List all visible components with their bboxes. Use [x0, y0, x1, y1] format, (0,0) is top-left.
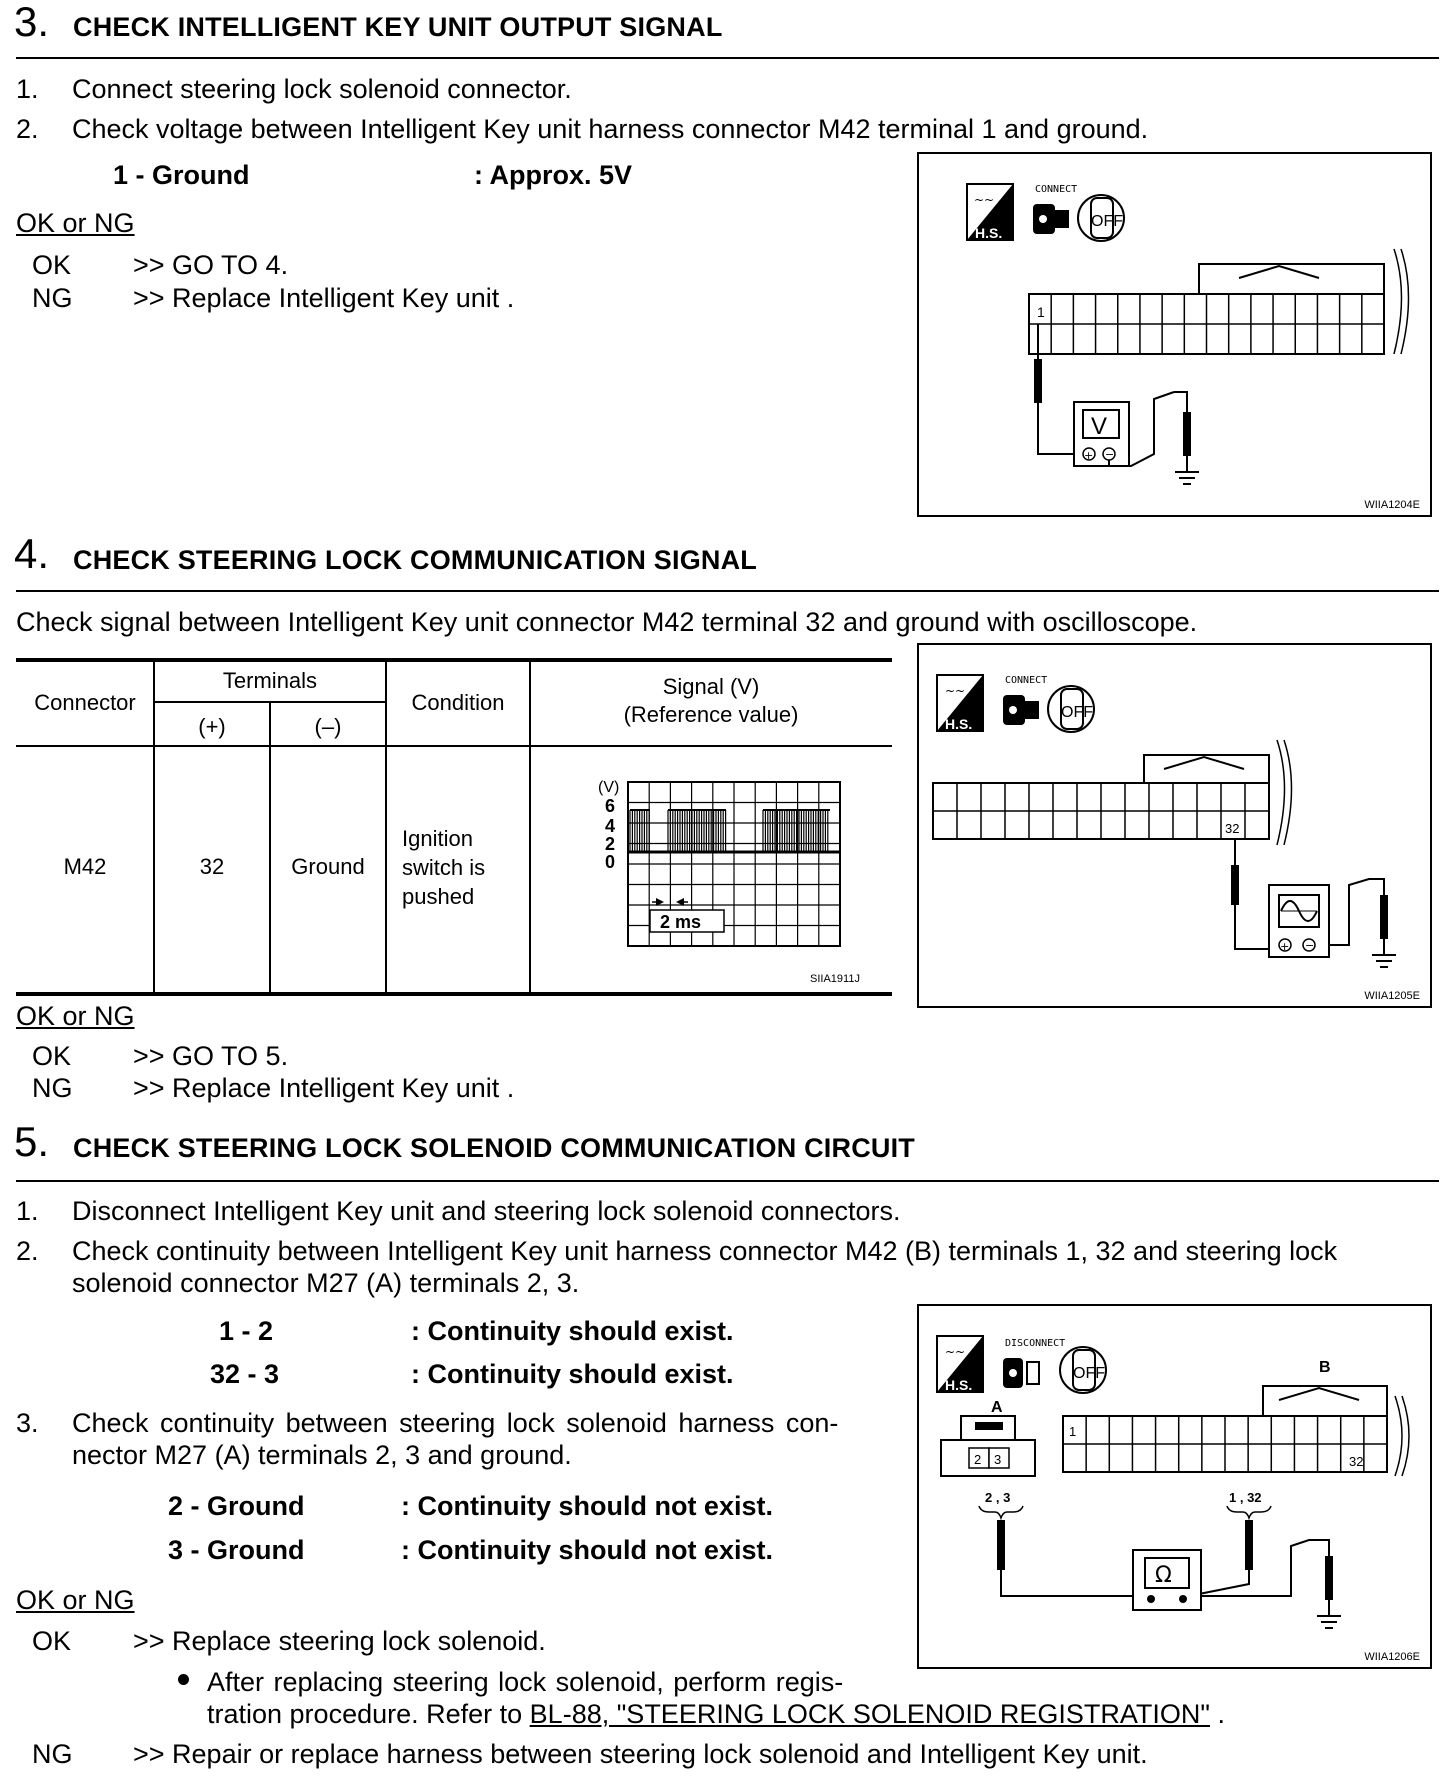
- signal-table: [16, 658, 892, 998]
- meter-label: V: [1091, 413, 1108, 440]
- td-minus: Ground: [291, 854, 365, 879]
- section5-rule: [16, 1180, 1439, 1182]
- figure-wiia1204e: [917, 152, 1432, 517]
- probe-positive: [1034, 359, 1042, 403]
- hs-label: H.S.: [945, 716, 973, 732]
- svg-text:~~: ~~: [945, 684, 966, 698]
- terminal-32-label: 32: [1225, 821, 1240, 836]
- s3-step1-num: 1.: [16, 74, 39, 104]
- s3-spec-left: 1 - Ground: [113, 160, 250, 190]
- hs-icon: [937, 1336, 983, 1393]
- s5-spec3-1-right: : Continuity should not exist.: [401, 1491, 773, 1521]
- off-label: OFF: [1073, 1365, 1105, 1382]
- section4-rule: [16, 590, 1439, 592]
- s3-spec-right: : Approx. 5V: [474, 160, 633, 190]
- s5-spec2-2-left: 32 - 3: [210, 1359, 280, 1389]
- connect-icon: [1003, 675, 1047, 725]
- terminal-1-label: 1: [1037, 304, 1045, 320]
- terminal-b32: 32: [1349, 1454, 1364, 1469]
- ignition-off-icon: [1078, 195, 1124, 241]
- bullet-icon: [178, 1674, 189, 1685]
- figure-code: WIIA1206E: [1364, 1651, 1420, 1663]
- s5-bullet-pre: tration procedure. Refer to: [207, 1699, 530, 1729]
- td-connector: M42: [63, 854, 107, 879]
- section5-title: CHECK STEERING LOCK SOLENOID COMMUNICATION CIRCUIT: [73, 1133, 915, 1163]
- s5-bullet-line2: [207, 1699, 1225, 1730]
- section3-rule: [16, 57, 1439, 59]
- s3-ok-label: OK: [32, 250, 72, 280]
- s5-step1-text: Disconnect Intelligent Key unit and steering lock solenoid connectors.: [72, 1196, 901, 1226]
- hs-label: H.S.: [975, 225, 1003, 241]
- probe-negative: [1183, 412, 1191, 456]
- s5-spec3-2-right: : Continuity should not exist.: [401, 1535, 773, 1565]
- th-minus: (–): [314, 714, 342, 739]
- oscilloscope-check-diagram: [919, 645, 1430, 1006]
- probe-a-label: 2 , 3: [985, 1490, 1011, 1505]
- s5-step2-line2: solenoid connector M27 (A) terminals 2, 3.: [72, 1268, 580, 1298]
- s5-step2-line1: Check continuity between Intelligent Key unit harness connector M42 (B) terminals 1, 32 and steering lock: [72, 1236, 1338, 1266]
- ignition-off-icon: [1048, 686, 1094, 732]
- connect-icon: [1033, 184, 1077, 234]
- scope-time-label: 2 ms: [660, 912, 702, 932]
- s5-spec2-1-left: 1 - 2: [219, 1316, 274, 1346]
- figure-code: WIIA1205E: [1364, 990, 1420, 1002]
- s5-ok-label: OK: [32, 1626, 72, 1656]
- s5-step2-num: 2.: [16, 1236, 39, 1266]
- ground-icon: [1317, 1616, 1341, 1628]
- s5-spec3-2-left: 3 - Ground: [168, 1535, 305, 1565]
- s5-step3-num: 3.: [16, 1408, 39, 1438]
- svg-text:+: +: [1280, 940, 1290, 953]
- th-connector: Connector: [34, 690, 136, 715]
- s5-ok-ng-heading: OK or NG: [16, 1585, 135, 1615]
- section3-number: 3.: [14, 0, 50, 45]
- off-label: OFF: [1091, 213, 1123, 230]
- s4-ng-label: NG: [32, 1073, 73, 1103]
- connect-label: CONNECT: [1005, 675, 1048, 686]
- probe-b: [1245, 1520, 1253, 1570]
- svg-text:~~: ~~: [945, 1345, 966, 1359]
- figure-code: WIIA1204E: [1364, 499, 1420, 511]
- s4-intro: Check signal between Intelligent Key unit connector M42 terminal 32 and ground with oscilloscope.: [16, 607, 1198, 637]
- oscilloscope-waveform: [530, 746, 892, 994]
- connector-a-label: A: [991, 1399, 1003, 1416]
- s4-ok-ng-heading: OK or NG: [16, 1001, 135, 1031]
- probe-positive: [1231, 865, 1239, 905]
- figure-wiia1206e: [917, 1304, 1432, 1669]
- s3-step2-text: Check voltage between Intelligent Key unit harness connector M42 terminal 1 and ground.: [72, 114, 1149, 144]
- ignition-off-icon: [1060, 1347, 1106, 1393]
- probe-b-label: 1 , 32: [1229, 1490, 1262, 1505]
- meter-label: Ω: [1155, 1563, 1172, 1588]
- connector-m27-a: [941, 1416, 1035, 1476]
- th-condition: Condition: [411, 690, 505, 715]
- s5-spec2-2-right: : Continuity should exist.: [411, 1359, 734, 1389]
- registration-link[interactable]: BL-88, "STEERING LOCK SOLENOID REGISTRATION": [529, 1699, 1210, 1729]
- section5-number: 5.: [14, 1118, 50, 1165]
- td-condition-line3: pushed: [402, 884, 475, 909]
- scope-tick-6: 6: [605, 796, 616, 816]
- scope-tick-0: 0: [605, 852, 616, 872]
- hs-icon: [967, 184, 1013, 241]
- td-condition-line1: Ignition: [402, 826, 473, 851]
- terminal-b1: 1: [1069, 1424, 1077, 1439]
- scope-code: SIIA1911J: [810, 973, 860, 985]
- probe-a: [997, 1520, 1005, 1570]
- disconnect-label: DISCONNECT: [1005, 1338, 1066, 1349]
- svg-text:~~: ~~: [974, 193, 995, 207]
- s3-step2-num: 2.: [16, 114, 39, 144]
- th-signal-1: Signal (V): [662, 674, 760, 699]
- section4-number: 4.: [14, 530, 50, 577]
- th-plus: (+): [198, 714, 226, 739]
- ground-icon: [1175, 472, 1199, 484]
- th-terminals: Terminals: [222, 668, 318, 693]
- voltage-check-diagram: [919, 154, 1430, 515]
- terminal-a2: 2: [974, 1452, 982, 1467]
- s4-ng-text: >> Replace Intelligent Key unit .: [133, 1073, 515, 1103]
- s4-ok-text: >> GO TO 5.: [133, 1041, 289, 1071]
- section4-title: CHECK STEERING LOCK COMMUNICATION SIGNAL: [73, 545, 757, 575]
- ground-icon: [1372, 955, 1396, 967]
- svg-text:−: −: [1305, 939, 1315, 952]
- s3-ok-text: >> GO TO 4.: [133, 250, 289, 280]
- off-label: OFF: [1061, 704, 1093, 721]
- continuity-check-diagram: [919, 1306, 1430, 1667]
- svg-text:−: −: [1105, 448, 1115, 461]
- s5-step3-line1: Check continuity between steering lock solenoid harness con-: [72, 1408, 839, 1438]
- td-plus: 32: [199, 854, 225, 879]
- hs-icon: [937, 675, 983, 732]
- s5-bullet-line1: After replacing steering lock solenoid, perform regis-: [207, 1667, 844, 1697]
- terminal-a3: 3: [994, 1452, 1002, 1467]
- probe-ground: [1325, 1556, 1333, 1600]
- s5-ng-label: NG: [32, 1739, 73, 1769]
- s3-step1-text: Connect steering lock solenoid connector.: [72, 74, 572, 104]
- s5-spec2-1-right: : Continuity should exist.: [411, 1316, 734, 1346]
- s3-ok-ng-heading: OK or NG: [16, 208, 135, 238]
- disconnect-icon: [1003, 1338, 1065, 1388]
- s3-ng-text: >> Replace Intelligent Key unit .: [133, 283, 515, 313]
- td-condition: [402, 824, 485, 911]
- s5-step1-num: 1.: [16, 1196, 39, 1226]
- svg-text:+: +: [1084, 449, 1094, 462]
- s3-ng-label: NG: [32, 283, 73, 313]
- s5-step3-line2: nector M27 (A) terminals 2, 3 and ground.: [72, 1440, 572, 1470]
- section3-title: CHECK INTELLIGENT KEY UNIT OUTPUT SIGNAL: [73, 12, 723, 42]
- td-condition-line2: switch is: [402, 855, 486, 880]
- connect-label: CONNECT: [1035, 184, 1078, 195]
- s5-ok-text: >> Replace steering lock solenoid.: [133, 1626, 546, 1656]
- s5-bullet-post: .: [1210, 1699, 1226, 1729]
- scope-tick-4: 4: [605, 816, 616, 836]
- scope-unit: (V): [598, 779, 620, 796]
- th-signal-2: (Reference value): [623, 702, 799, 727]
- hs-label: H.S.: [945, 1377, 973, 1393]
- probe-negative: [1380, 895, 1388, 939]
- s5-spec3-1-left: 2 - Ground: [168, 1491, 305, 1521]
- connector-b-label: B: [1319, 1359, 1331, 1376]
- scope-tick-2: 2: [605, 834, 616, 854]
- figure-wiia1205e: [917, 643, 1432, 1008]
- s5-ng-text: >> Repair or replace harness between steering lock solenoid and Intelligent Key unit.: [133, 1739, 1148, 1769]
- s4-ok-label: OK: [32, 1041, 72, 1071]
